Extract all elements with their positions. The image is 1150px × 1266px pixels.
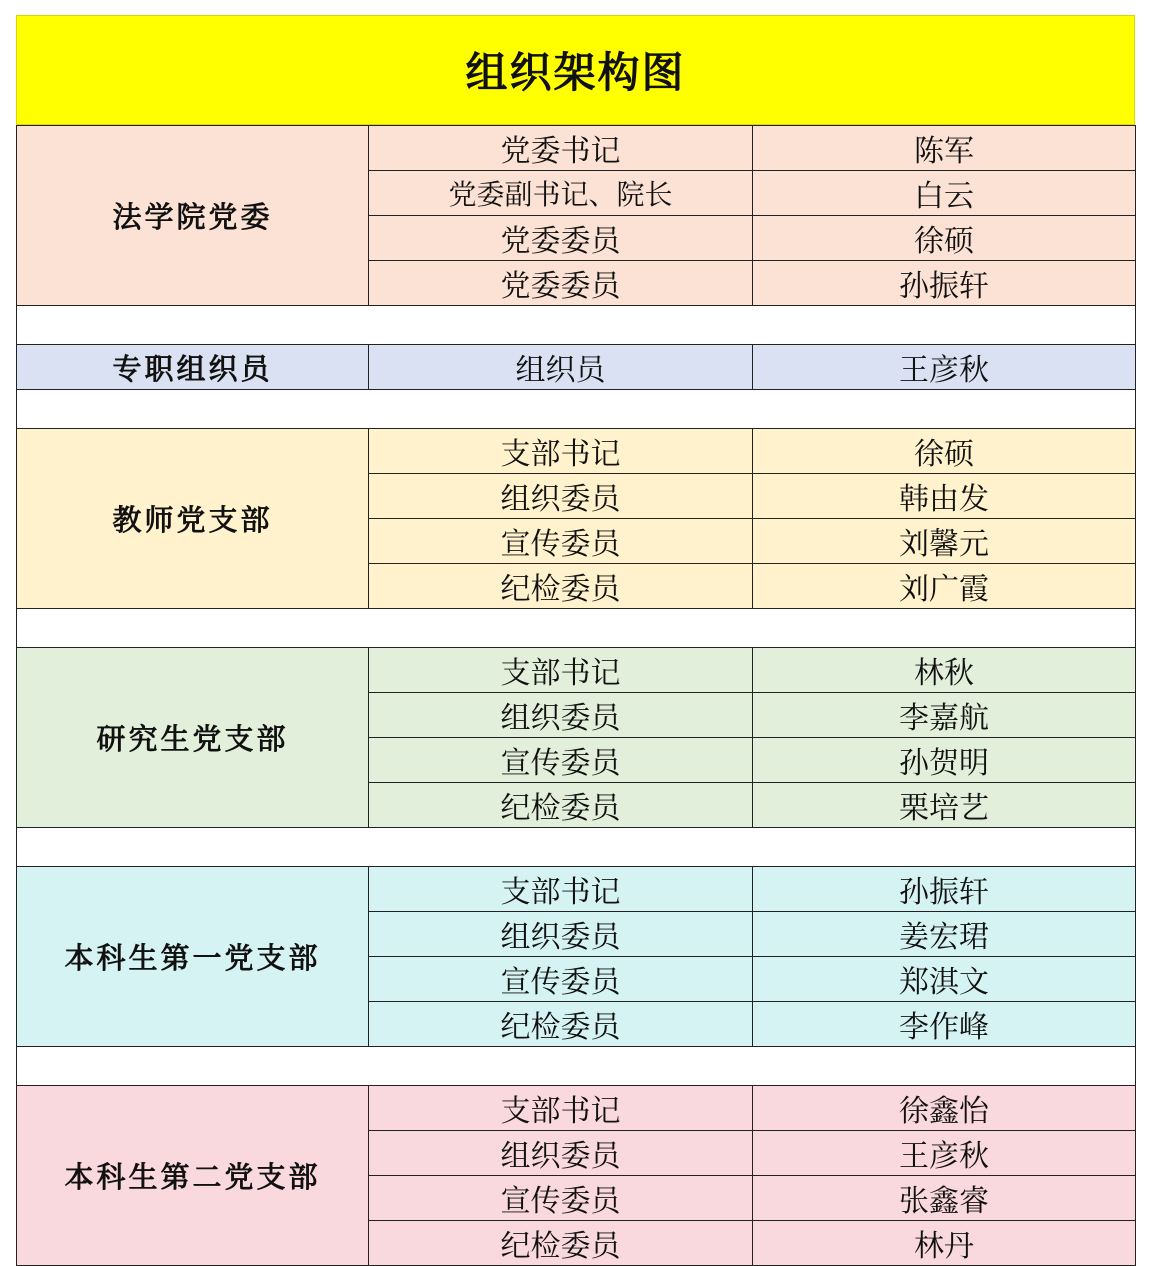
role-cell: 支部书记 [369,429,753,474]
role-cell: 宣传委员 [369,1176,753,1221]
person-cell: 刘广霞 [753,564,1136,609]
person-cell: 王彦秋 [753,1131,1136,1176]
role-cell: 纪检委员 [369,1002,753,1047]
person-cell: 徐硕 [753,216,1136,261]
role-cell: 宣传委员 [369,519,753,564]
spacer-row [17,828,1136,867]
person-cell: 韩由发 [753,474,1136,519]
person-cell: 徐鑫怡 [753,1086,1136,1131]
page-title: 组织架构图 [465,48,686,97]
group-name-cell: 法学院党委 [17,126,369,306]
person-cell: 郑淇文 [753,957,1136,1002]
person-cell: 张鑫睿 [753,1176,1136,1221]
role-cell: 宣传委员 [369,957,753,1002]
spacer-cell [17,609,1136,648]
role-cell: 组织员 [369,345,753,390]
member-row [17,1086,1136,1131]
role-cell: 组织委员 [369,1131,753,1176]
person-cell: 姜宏珺 [753,912,1136,957]
org-chart-sheet [16,15,1135,1266]
person-cell: 李嘉航 [753,693,1136,738]
group-name-cell: 研究生党支部 [17,648,369,828]
member-row [17,126,1136,171]
role-cell: 党委书记 [369,126,753,171]
role-cell: 支部书记 [369,867,753,912]
org-table [16,125,1136,1266]
person-cell: 李作峰 [753,1002,1136,1047]
role-cell: 党委委员 [369,216,753,261]
role-cell: 支部书记 [369,648,753,693]
role-cell: 纪检委员 [369,783,753,828]
member-row [17,648,1136,693]
role-cell: 党委委员 [369,261,753,306]
spacer-cell [17,828,1136,867]
member-row [17,429,1136,474]
role-cell: 纪检委员 [369,1221,753,1266]
person-cell: 孙贺明 [753,738,1136,783]
group-name-cell: 本科生第一党支部 [17,867,369,1047]
group-name-cell: 专职组织员 [17,345,369,390]
member-row [17,345,1136,390]
person-cell: 陈军 [753,126,1136,171]
person-cell: 孙振轩 [753,261,1136,306]
org-table-body [17,126,1136,1266]
spacer-row [17,609,1136,648]
group-name-cell: 教师党支部 [17,429,369,609]
spacer-cell [17,1047,1136,1086]
title-bar [16,15,1135,125]
spacer-cell [17,306,1136,345]
spacer-row [17,1047,1136,1086]
role-cell: 党委副书记、院长 [369,171,753,216]
person-cell: 白云 [753,171,1136,216]
role-cell: 支部书记 [369,1086,753,1131]
member-row [17,867,1136,912]
person-cell: 刘馨元 [753,519,1136,564]
person-cell: 徐硕 [753,429,1136,474]
group-name-cell: 本科生第二党支部 [17,1086,369,1266]
spacer-row [17,306,1136,345]
role-cell: 组织委员 [369,693,753,738]
person-cell: 林秋 [753,648,1136,693]
role-cell: 组织委员 [369,912,753,957]
role-cell: 宣传委员 [369,738,753,783]
person-cell: 孙振轩 [753,867,1136,912]
person-cell: 林丹 [753,1221,1136,1266]
person-cell: 栗培艺 [753,783,1136,828]
spacer-cell [17,390,1136,429]
role-cell: 组织委员 [369,474,753,519]
person-cell: 王彦秋 [753,345,1136,390]
spacer-row [17,390,1136,429]
role-cell: 纪检委员 [369,564,753,609]
